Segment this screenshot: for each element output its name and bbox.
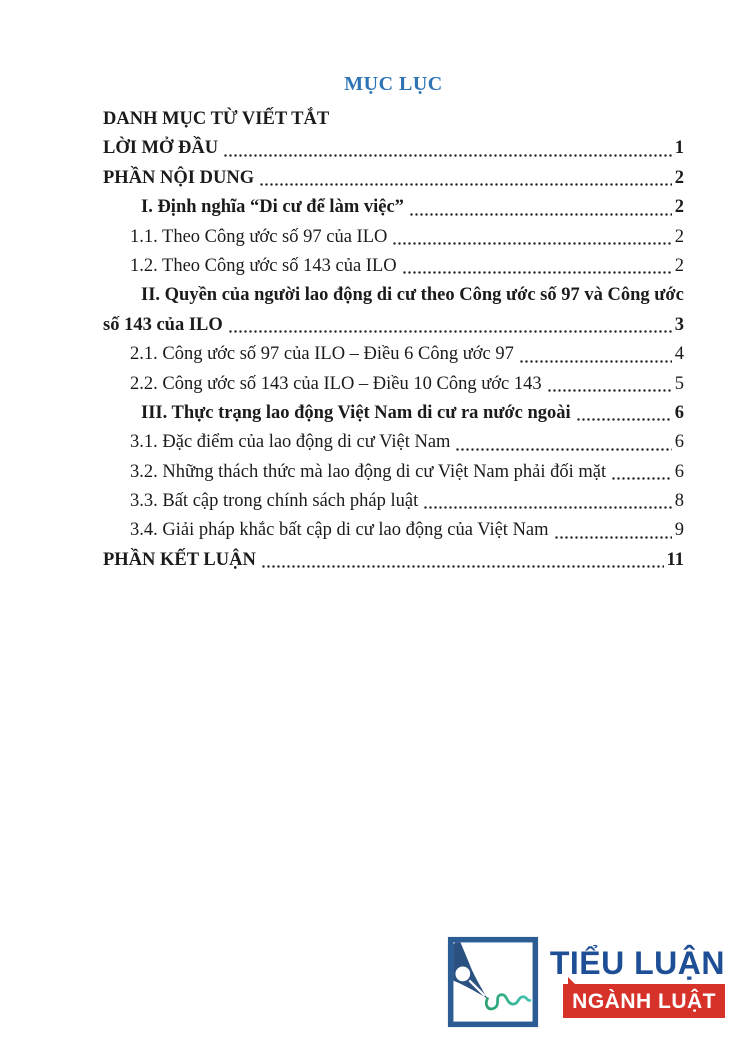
toc-entry-label: 3.3. Bất cập trong chính sách pháp luật (130, 491, 419, 512)
dot-leader (611, 477, 672, 480)
toc-entry-page: 1 (674, 138, 684, 159)
toc-entry-page: 3 (674, 314, 684, 335)
toc-entry-page: 2 (674, 226, 684, 247)
dot-leader (554, 536, 672, 539)
toc-entry (103, 193, 684, 222)
toc-entry-page: 6 (674, 461, 684, 482)
toc-list (103, 105, 684, 575)
toc-entry-label: 3.1. Đặc điểm của lao động di cư Việt Nam (130, 432, 451, 453)
toc-entry-label: II. Quyền của người lao động di cư theo Công ước số 97 và Công ước (141, 285, 684, 306)
toc-entry-label: số 143 của ILO (103, 314, 223, 335)
toc-entry (103, 223, 684, 252)
toc-entry-page: 2 (674, 167, 684, 188)
dot-leader (402, 271, 672, 274)
dot-leader (576, 418, 672, 421)
toc-entry-page: 4 (674, 344, 684, 365)
toc-entry-label: 2.1. Công ước số 97 của ILO – Điều 6 Công ước 97 (130, 344, 514, 365)
dot-leader (223, 154, 672, 157)
toc-entry-label: PHẦN NỘI DUNG (103, 167, 255, 188)
dot-leader (228, 330, 672, 333)
toc-entry-label: 3.2. Những thách thức mà lao động di cư Việt Nam phải đối mặt (130, 461, 607, 482)
logo-title: TIỂU LUẬN (549, 944, 725, 981)
logo-subtitle: NGÀNH LUẬT (563, 984, 725, 1018)
dot-leader (455, 448, 671, 451)
toc-entry-label: PHẦN KẾT LUẬN (103, 549, 256, 570)
toc-entry (103, 311, 684, 340)
toc-entry-page: 11 (666, 549, 684, 570)
toc-entry (103, 340, 684, 369)
toc-entry-page: 6 (674, 432, 684, 453)
toc-entry (103, 399, 684, 428)
toc-entry-label: III. Thực trạng lao động Việt Nam di cư ra nước ngoài (141, 402, 571, 423)
dot-leader (392, 242, 671, 245)
toc-entry-page: 6 (674, 402, 684, 423)
toc-entry (103, 428, 684, 457)
toc-entry-label: 1.2. Theo Công ước số 143 của ILO (130, 255, 397, 276)
toc-entry (103, 164, 684, 193)
toc-entry (103, 546, 684, 575)
dot-leader (261, 565, 664, 568)
toc-entry-label: DANH MỤC TỪ VIẾT TẮT (103, 109, 330, 129)
dot-leader (259, 183, 672, 186)
toc-entry (103, 134, 684, 163)
fountain-pen-icon (447, 936, 539, 1028)
toc-entry-page: 2 (674, 255, 684, 276)
dot-leader (409, 213, 672, 216)
toc-entry-label: I. Định nghĩa “Di cư để làm việc” (141, 197, 404, 218)
toc-entry-page: 5 (674, 373, 684, 394)
toc-entry (103, 516, 684, 545)
toc-entry (103, 458, 684, 487)
toc-entry (103, 487, 684, 516)
dot-leader (423, 506, 672, 509)
dot-leader (547, 389, 672, 392)
toc-entry-label: 3.4. Giải pháp khắc bất cập di cư lao động của Việt Nam (130, 520, 549, 541)
toc-entry (103, 370, 684, 399)
toc-entry (103, 252, 684, 281)
toc-entry (103, 281, 684, 310)
toc-entry-label: LỜI MỞ ĐẦU (103, 138, 219, 159)
dot-leader (519, 360, 672, 363)
logo-text (549, 944, 725, 1018)
page-title: MỤC LỤC (344, 73, 443, 95)
toc-entry (103, 105, 684, 134)
toc-entry-page: 9 (674, 520, 684, 541)
toc-entry-label: 1.1. Theo Công ước số 97 của ILO (130, 226, 388, 247)
toc-entry-page: 8 (674, 491, 684, 512)
toc-entry-label: 2.2. Công ước số 143 của ILO – Điều 10 Công ước 143 (130, 373, 542, 394)
publisher-logo (447, 936, 725, 1028)
toc-entry-page: 2 (674, 197, 684, 218)
